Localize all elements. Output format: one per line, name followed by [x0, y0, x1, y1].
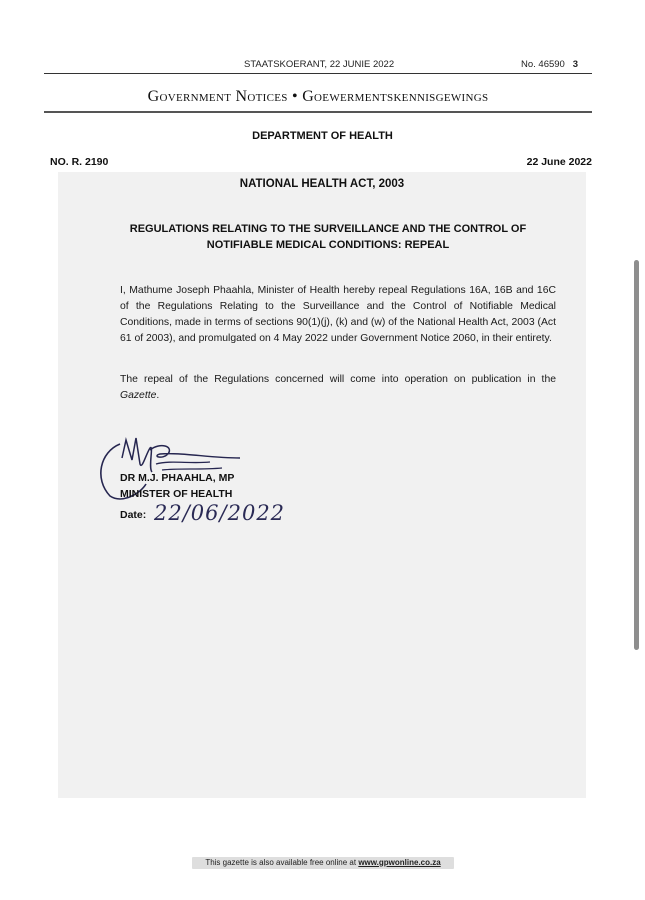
page-number: 3 [572, 59, 579, 70]
regulation-title [98, 221, 558, 253]
date-label: Date: [120, 509, 147, 521]
header-rule-bottom [44, 111, 592, 113]
footer-link[interactable]: www.gpwonline.co.za [358, 858, 441, 867]
commencement-paragraph [120, 372, 556, 404]
scrollbar[interactable] [634, 260, 639, 650]
commencement-text: The repeal of the Regulations concerned will come into operation on publication in the [120, 374, 556, 385]
repeal-paragraph: I, Mathume Joseph Phaahla, Minister of Health hereby repeal Regulations 16A, 16B and 16C of the Regulations Relating to the Surveillance and the Control of Notifiable Medical Conditions, made in terms of sections 90(1)(j), (k) and (w) of the National Health Act, 2003 (Act 61 of 2003), and promulgated on 4 May 2022 under Government Notice 2060, in their entirety. [120, 285, 556, 344]
commencement-period: . [156, 390, 160, 401]
notices-header [44, 88, 592, 106]
signatory-title: MINISTER OF HEALTH [120, 488, 233, 500]
notices-header-english: Government Notices [147, 88, 288, 105]
department-title: DEPARTMENT OF HEALTH [252, 130, 393, 142]
gazette-issue-line: STAATSKOERANT, 22 JUNIE 2022 [244, 59, 395, 70]
gazette-italic: Gazette [120, 390, 157, 401]
header-rule-top [44, 73, 592, 74]
regulation-title-line2: NOTIFIABLE MEDICAL CONDITIONS: REPEAL [206, 239, 450, 251]
notice-number: NO. R. 2190 [50, 156, 109, 168]
footer-text: This gazette is also available free online at [205, 858, 357, 867]
notices-header-bullet: • [291, 88, 298, 105]
scanned-document [58, 172, 586, 798]
gazette-number-text: No. 46590 [521, 59, 565, 70]
notice-date: 22 June 2022 [526, 156, 592, 168]
act-title: NATIONAL HEALTH ACT, 2003 [239, 178, 405, 190]
notices-header-afrikaans: Goewermentskennisgewings [302, 88, 489, 105]
gazette-number [521, 59, 578, 70]
regulation-title-line1: REGULATIONS RELATING TO THE SURVEILLANCE AND THE CONTROL OF [129, 223, 527, 235]
signatory-name: DR M.J. PHAAHLA, MP [120, 472, 235, 484]
handwritten-date: 22/06/2022 [154, 501, 286, 525]
footer-bar [192, 857, 454, 869]
